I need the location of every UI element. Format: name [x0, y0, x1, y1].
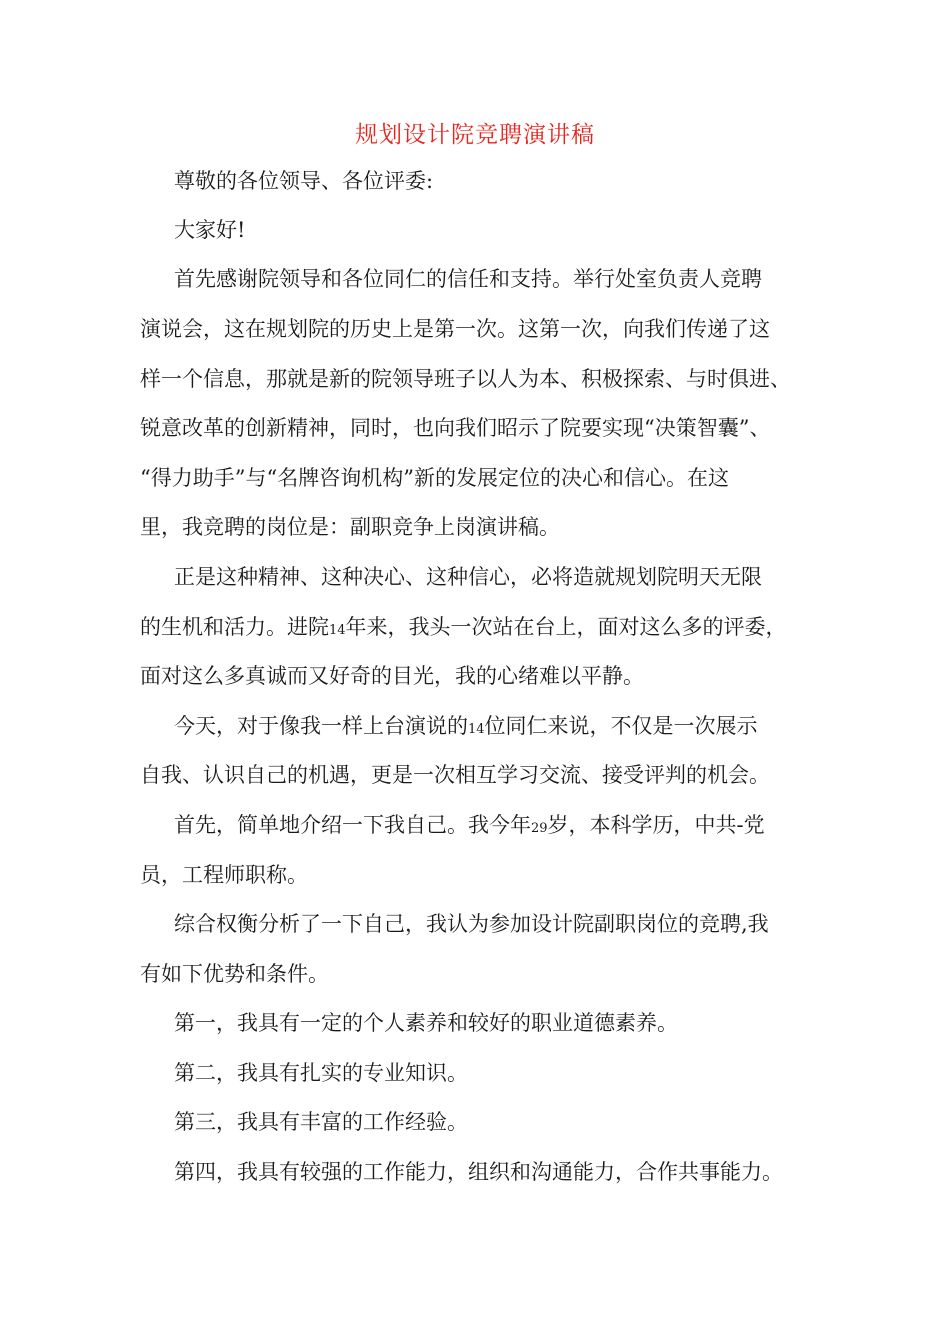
paragraph-line: 正是这种精神、这种决心、这种信心，必将造就规划院明天无限 — [174, 565, 762, 589]
salutation: 尊敬的各位领导、各位评委: — [174, 169, 434, 193]
paragraph-line: 综合权衡分析了一下自己，我认为参加设计院副职岗位的竞聘,我 — [174, 912, 769, 936]
list-item: 第一，我具有一定的个人素养和较好的职业道德素养。 — [174, 1011, 678, 1035]
paragraph-line: 里，我竞聘的岗位是：副职竞争上岗演讲稿。 — [140, 515, 560, 539]
number-age: 29 — [531, 821, 548, 836]
number-colleagues: 14 — [468, 722, 485, 737]
paragraph-line: 有如下优势和条件。 — [140, 962, 329, 986]
paragraph-line: 面对这么多真诚而又好奇的目光，我的心绪难以平静。 — [140, 664, 644, 688]
text-segment: 岁，本科学历，中共-党 — [547, 813, 765, 837]
paragraph-line: 首先感谢院领导和各位同仁的信任和支持。举行处室负责人竞聘 — [174, 267, 762, 291]
paragraph-line: 员，工程师职称。 — [140, 863, 308, 887]
paragraph-line — [174, 810, 765, 844]
text-segment: 今天，对于像我一样上台演说的 — [174, 714, 468, 738]
paragraph-line: “得力助手”与“名牌咨询机构”新的发展定位的决心和信心。在这 — [140, 466, 729, 490]
paragraph-line: 演说会，这在规划院的历史上是第一次。这第一次，向我们传递了这 — [140, 317, 770, 341]
list-item: 第三，我具有丰富的工作经验。 — [174, 1110, 468, 1134]
text-segment: 年来，我头一次站在台上，面对这么多的评委， — [345, 615, 787, 639]
text-segment: 位同仁来说，不仅是一次展示 — [484, 714, 758, 738]
paragraph-line — [140, 612, 787, 646]
document-title: 规划设计院竞聘演讲稿 — [355, 122, 595, 148]
paragraph-line: 样一个信息，那就是新的院领导班子以人为本、积极探索、与时俱进、 — [140, 367, 791, 391]
list-item: 第二，我具有扎实的专业知识。 — [174, 1061, 468, 1085]
paragraph-line: 自我、认识自己的机遇，更是一次相互学习交流、接受评判的机会。 — [140, 763, 770, 787]
text-segment: 首先，简单地介绍一下我自己。我今年 — [174, 813, 531, 837]
text-segment: 的生机和活力。进院 — [140, 615, 329, 639]
greeting: 大家好! — [174, 218, 246, 242]
number-years: 14 — [329, 623, 346, 638]
paragraph-line: 锐意改革的创新精神，同时，也向我们昭示了院要实现“决策智囊”、 — [140, 416, 771, 440]
list-item: 第四，我具有较强的工作能力，组织和沟通能力，合作共事能力。 — [174, 1160, 783, 1184]
paragraph-line — [174, 711, 758, 745]
